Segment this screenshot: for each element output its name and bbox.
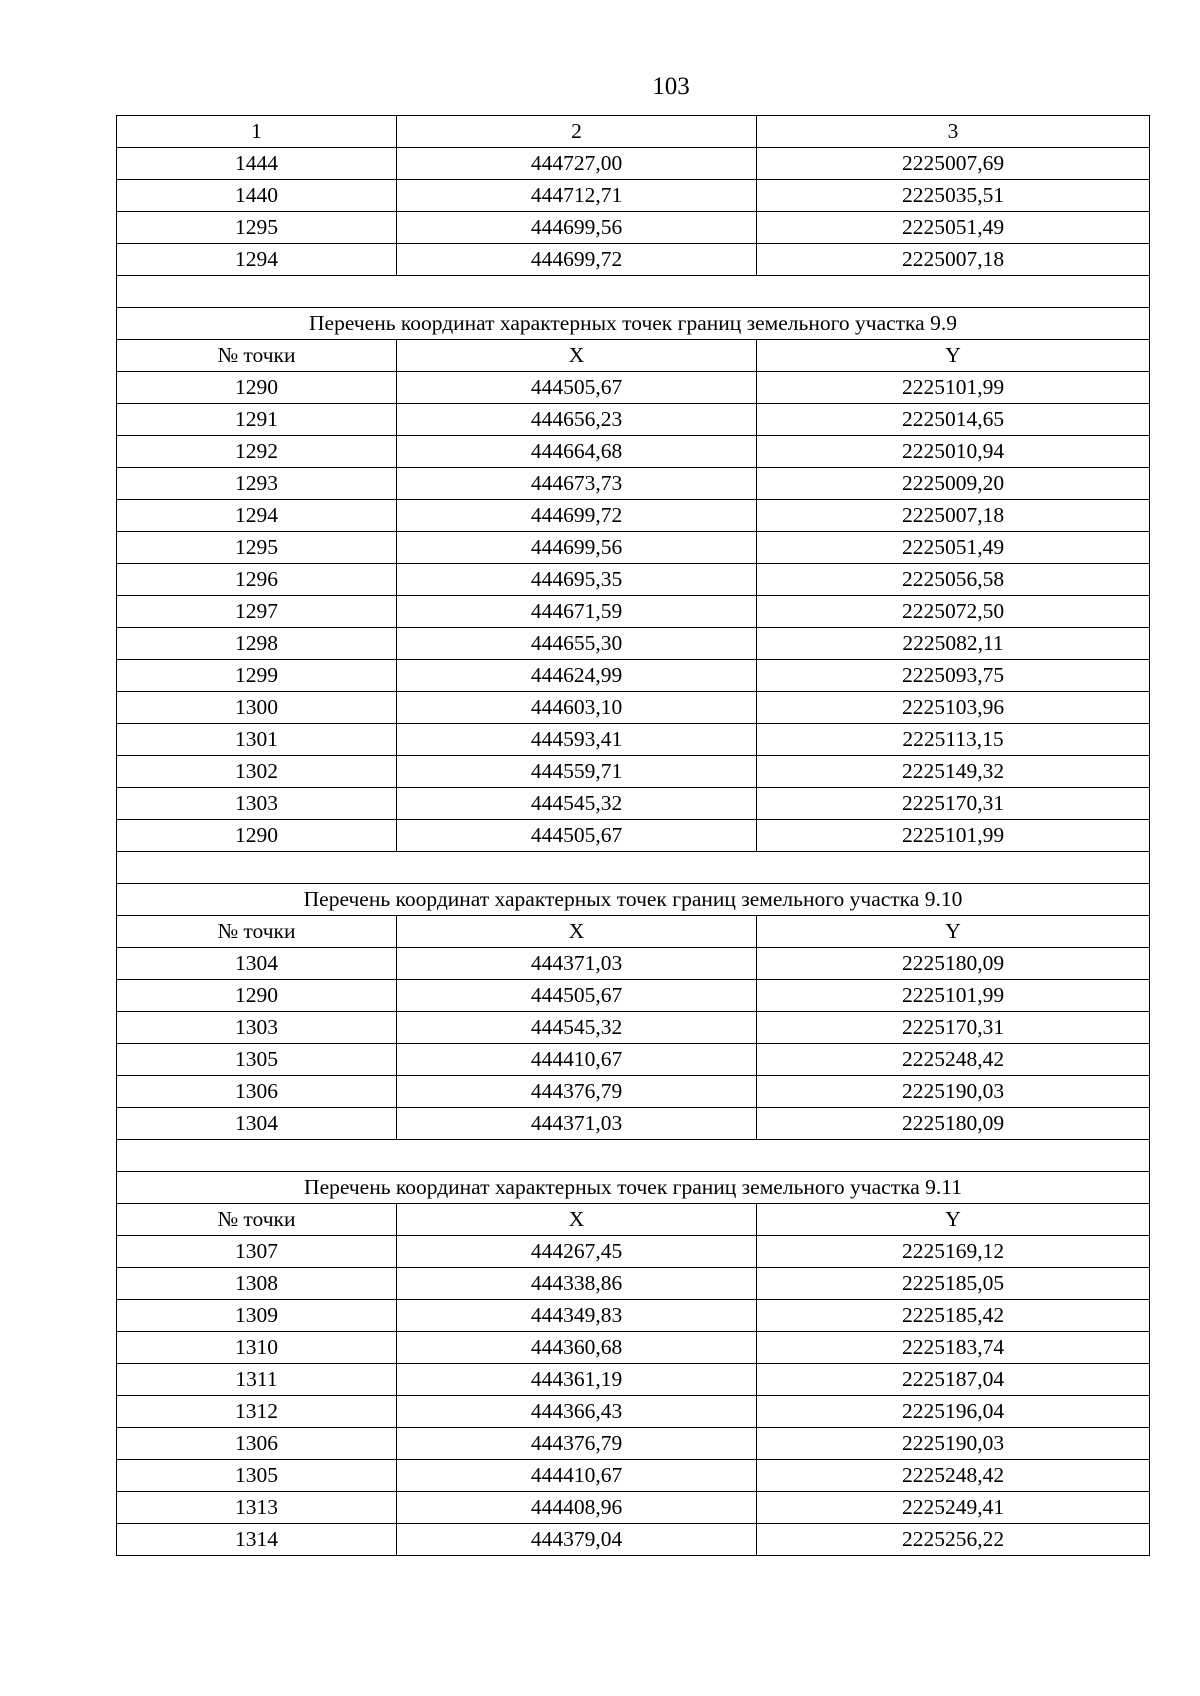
table-row [117, 372, 1150, 404]
x-coordinate-cell: 444361,19 [397, 1364, 757, 1396]
x-coordinate-cell: 444699,72 [397, 500, 757, 532]
y-header: Y [757, 1204, 1150, 1236]
table-row [117, 180, 1150, 212]
y-coordinate-cell: 2225187,04 [757, 1364, 1150, 1396]
point-number-cell: 1306 [117, 1428, 397, 1460]
table-row [117, 1236, 1150, 1268]
table-row [117, 436, 1150, 468]
y-coordinate-cell: 2225170,31 [757, 788, 1150, 820]
y-coordinate-cell: 2225072,50 [757, 596, 1150, 628]
point-number-cell: 1311 [117, 1364, 397, 1396]
point-number-cell: 1444 [117, 148, 397, 180]
y-coordinate-cell: 2225190,03 [757, 1076, 1150, 1108]
point-number-cell: 1291 [117, 404, 397, 436]
point-number-cell: 1308 [117, 1268, 397, 1300]
point-header: № точки [117, 916, 397, 948]
column-number-cell: 3 [757, 116, 1150, 148]
x-header: X [397, 340, 757, 372]
table-row [117, 212, 1150, 244]
y-coordinate-cell: 2225101,99 [757, 980, 1150, 1012]
column-header-row [117, 340, 1150, 372]
y-coordinate-cell: 2225185,05 [757, 1268, 1150, 1300]
y-coordinate-cell: 2225196,04 [757, 1396, 1150, 1428]
point-number-cell: 1296 [117, 564, 397, 596]
point-number-cell: 1309 [117, 1300, 397, 1332]
x-coordinate-cell: 444699,72 [397, 244, 757, 276]
section-title-row [117, 1172, 1150, 1204]
table-row [117, 1076, 1150, 1108]
coordinates-table-body [117, 116, 1150, 1556]
table-row [117, 628, 1150, 660]
point-number-cell: 1300 [117, 692, 397, 724]
table-row [117, 692, 1150, 724]
x-coordinate-cell: 444371,03 [397, 1108, 757, 1140]
y-header: Y [757, 916, 1150, 948]
x-coordinate-cell: 444727,00 [397, 148, 757, 180]
point-number-cell: 1293 [117, 468, 397, 500]
x-coordinate-cell: 444371,03 [397, 948, 757, 980]
table-row [117, 788, 1150, 820]
point-number-cell: 1306 [117, 1076, 397, 1108]
table-row [117, 1364, 1150, 1396]
table-row [117, 756, 1150, 788]
point-number-cell: 1303 [117, 788, 397, 820]
table-row [117, 1460, 1150, 1492]
x-coordinate-cell: 444410,67 [397, 1460, 757, 1492]
x-coordinate-cell: 444671,59 [397, 596, 757, 628]
x-coordinate-cell: 444349,83 [397, 1300, 757, 1332]
y-coordinate-cell: 2225101,99 [757, 820, 1150, 852]
table-row [117, 404, 1150, 436]
y-coordinate-cell: 2225256,22 [757, 1524, 1150, 1556]
y-coordinate-cell: 2225007,18 [757, 244, 1150, 276]
spacer-cell [117, 1140, 1150, 1172]
point-number-cell: 1310 [117, 1332, 397, 1364]
y-coordinate-cell: 2225101,99 [757, 372, 1150, 404]
section-title-row [117, 884, 1150, 916]
y-coordinate-cell: 2225180,09 [757, 1108, 1150, 1140]
point-number-cell: 1292 [117, 436, 397, 468]
table-row [117, 1300, 1150, 1332]
x-coordinate-cell: 444366,43 [397, 1396, 757, 1428]
x-coordinate-cell: 444656,23 [397, 404, 757, 436]
x-header: X [397, 1204, 757, 1236]
point-number-cell: 1298 [117, 628, 397, 660]
point-number-cell: 1305 [117, 1044, 397, 1076]
spacer-cell [117, 852, 1150, 884]
x-coordinate-cell: 444603,10 [397, 692, 757, 724]
spacer-row [117, 276, 1150, 308]
point-number-cell: 1297 [117, 596, 397, 628]
table-row [117, 596, 1150, 628]
x-coordinate-cell: 444505,67 [397, 820, 757, 852]
point-number-cell: 1307 [117, 1236, 397, 1268]
y-header: Y [757, 340, 1150, 372]
x-coordinate-cell: 444505,67 [397, 980, 757, 1012]
x-coordinate-cell: 444360,68 [397, 1332, 757, 1364]
y-coordinate-cell: 2225170,31 [757, 1012, 1150, 1044]
y-coordinate-cell: 2225007,69 [757, 148, 1150, 180]
table-row [117, 820, 1150, 852]
spacer-row [117, 852, 1150, 884]
x-coordinate-cell: 444545,32 [397, 788, 757, 820]
x-coordinate-cell: 444664,68 [397, 436, 757, 468]
y-coordinate-cell: 2225248,42 [757, 1044, 1150, 1076]
point-header: № точки [117, 340, 397, 372]
x-coordinate-cell: 444712,71 [397, 180, 757, 212]
y-coordinate-cell: 2225056,58 [757, 564, 1150, 596]
table-row [117, 532, 1150, 564]
y-coordinate-cell: 2225082,11 [757, 628, 1150, 660]
point-number-cell: 1303 [117, 1012, 397, 1044]
y-coordinate-cell: 2225249,41 [757, 1492, 1150, 1524]
y-coordinate-cell: 2225093,75 [757, 660, 1150, 692]
x-coordinate-cell: 444559,71 [397, 756, 757, 788]
table-row [117, 244, 1150, 276]
spacer-cell [117, 276, 1150, 308]
y-coordinate-cell: 2225009,20 [757, 468, 1150, 500]
table-row [117, 1332, 1150, 1364]
y-coordinate-cell: 2225113,15 [757, 724, 1150, 756]
table-row [117, 1268, 1150, 1300]
column-number-cell: 2 [397, 116, 757, 148]
table-row [117, 1396, 1150, 1428]
section-title: Перечень координат характерных точек границ земельного участка 9.9 [117, 308, 1150, 340]
table-row [117, 980, 1150, 1012]
table-row [117, 564, 1150, 596]
point-number-cell: 1294 [117, 244, 397, 276]
point-number-cell: 1295 [117, 532, 397, 564]
x-coordinate-cell: 444505,67 [397, 372, 757, 404]
y-coordinate-cell: 2225190,03 [757, 1428, 1150, 1460]
table-row [117, 1492, 1150, 1524]
x-coordinate-cell: 444593,41 [397, 724, 757, 756]
table-row [117, 1108, 1150, 1140]
spacer-row [117, 1140, 1150, 1172]
table-row [117, 724, 1150, 756]
y-coordinate-cell: 2225010,94 [757, 436, 1150, 468]
x-header: X [397, 916, 757, 948]
point-number-cell: 1304 [117, 1108, 397, 1140]
page-number: 103 [652, 73, 690, 100]
section-title: Перечень координат характерных точек границ земельного участка 9.10 [117, 884, 1150, 916]
table-row [117, 948, 1150, 980]
table-row [117, 660, 1150, 692]
y-coordinate-cell: 2225185,42 [757, 1300, 1150, 1332]
y-coordinate-cell: 2225035,51 [757, 180, 1150, 212]
column-number-cell: 1 [117, 116, 397, 148]
table-row [117, 1524, 1150, 1556]
x-coordinate-cell: 444408,96 [397, 1492, 757, 1524]
x-coordinate-cell: 444410,67 [397, 1044, 757, 1076]
point-number-cell: 1314 [117, 1524, 397, 1556]
x-coordinate-cell: 444655,30 [397, 628, 757, 660]
section-title: Перечень координат характерных точек границ земельного участка 9.11 [117, 1172, 1150, 1204]
point-number-cell: 1290 [117, 372, 397, 404]
x-coordinate-cell: 444624,99 [397, 660, 757, 692]
point-header: № точки [117, 1204, 397, 1236]
point-number-cell: 1290 [117, 820, 397, 852]
point-number-cell: 1299 [117, 660, 397, 692]
table-row [117, 1044, 1150, 1076]
x-coordinate-cell: 444695,35 [397, 564, 757, 596]
point-number-cell: 1440 [117, 180, 397, 212]
point-number-cell: 1290 [117, 980, 397, 1012]
column-header-row [117, 1204, 1150, 1236]
point-number-cell: 1312 [117, 1396, 397, 1428]
y-coordinate-cell: 2225051,49 [757, 532, 1150, 564]
y-coordinate-cell: 2225007,18 [757, 500, 1150, 532]
table-row [117, 1012, 1150, 1044]
point-number-cell: 1301 [117, 724, 397, 756]
point-number-cell: 1304 [117, 948, 397, 980]
y-coordinate-cell: 2225180,09 [757, 948, 1150, 980]
table-row [117, 500, 1150, 532]
x-coordinate-cell: 444376,79 [397, 1076, 757, 1108]
y-coordinate-cell: 2225103,96 [757, 692, 1150, 724]
y-coordinate-cell: 2225014,65 [757, 404, 1150, 436]
y-coordinate-cell: 2225169,12 [757, 1236, 1150, 1268]
section-title-row [117, 308, 1150, 340]
point-number-cell: 1302 [117, 756, 397, 788]
column-header-row [117, 916, 1150, 948]
point-number-cell: 1294 [117, 500, 397, 532]
x-coordinate-cell: 444379,04 [397, 1524, 757, 1556]
x-coordinate-cell: 444267,45 [397, 1236, 757, 1268]
y-coordinate-cell: 2225248,42 [757, 1460, 1150, 1492]
x-coordinate-cell: 444338,86 [397, 1268, 757, 1300]
y-coordinate-cell: 2225183,74 [757, 1332, 1150, 1364]
table-row [117, 468, 1150, 500]
y-coordinate-cell: 2225051,49 [757, 212, 1150, 244]
x-coordinate-cell: 444673,73 [397, 468, 757, 500]
table-row [117, 1428, 1150, 1460]
point-number-cell: 1295 [117, 212, 397, 244]
point-number-cell: 1313 [117, 1492, 397, 1524]
x-coordinate-cell: 444699,56 [397, 532, 757, 564]
column-number-row [117, 116, 1150, 148]
coordinates-table [116, 115, 1150, 1556]
x-coordinate-cell: 444699,56 [397, 212, 757, 244]
y-coordinate-cell: 2225149,32 [757, 756, 1150, 788]
x-coordinate-cell: 444376,79 [397, 1428, 757, 1460]
point-number-cell: 1305 [117, 1460, 397, 1492]
x-coordinate-cell: 444545,32 [397, 1012, 757, 1044]
table-row [117, 148, 1150, 180]
